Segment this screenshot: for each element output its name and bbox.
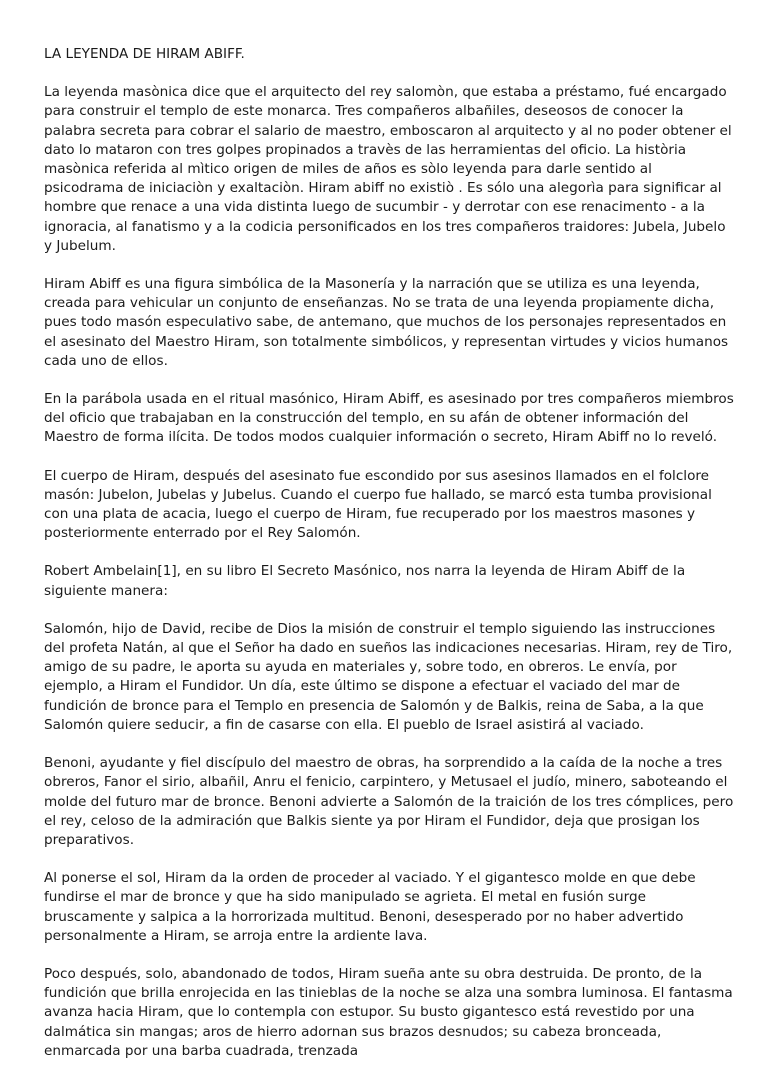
paragraph: En la parábola usada en el ritual masónico, Hiram Abiff, es asesinado por tres compañeros miembros del oficio que trabajaban en la construcción del templo, en su afán de obtener información del Maestro de forma ilícita. De todos modos cualquier información o secreto, Hiram Abiff no lo reveló. — [44, 391, 734, 446]
document-title: LA LEYENDA DE HIRAM ABIFF. — [44, 46, 245, 62]
paragraph: Hiram Abiff es una figura simbólica de la Masonería y la narración que se utiliza es una leyenda, creada para vehicular un conjunto de enseñanzas. No se trata de una leyenda propiamente dicha, pues todo masón especulativo sabe, de antemano, que muchos de los personajes representados en el asesinato del Maestro Hiram, son totalmente simbólicos, y representan virtudes y vicios humanos cada uno de ellos. — [44, 276, 729, 369]
paragraph: Robert Ambelain[1], en su libro El Secreto Masónico, nos narra la leyenda de Hiram Abiff de la siguiente manera: — [44, 563, 686, 599]
paragraph: Al ponerse el sol, Hiram da la orden de proceder al vaciado. Y el gigantesco molde en que debe fundirse el mar de bronce y que ha sido manipulado se agrieta. El metal en fusión surge bruscamente y salpica a la horrorizada multitud. Benoni, desesperado por no haber advertido personalmente a Hiram, se arroja entre la ardiente lava. — [44, 870, 696, 944]
paragraph: El cuerpo de Hiram, después del asesinato fue escondido por sus asesinos llamados en el folclore masón: Jubelon, Jubelas y Jubelus. Cuando el cuerpo fue hallado, se marcó esta tumba provisional con una plata de acacia, luego el cuerpo de Hiram, fue recuperado por los maestros masones y posteriormente enterrado por el Rey Salomón. — [44, 467, 712, 542]
paragraph: Benoni, ayudante y fiel discípulo del maestro de obras, ha sorprendido a la caída de la noche a tres obreros, Fanor el sirio, albañil, Anru el fenicio, carpintero, y Metusael el judío, minero, saboteando el molde del futuro mar de bronce. Benoni advierte a Salomón de la traición de los tres cómplices, pero el rey, celoso de la admiración que Balkis siente ya por Hiram el Fundidor, deja que prosigan los preparativos. — [44, 755, 734, 848]
paragraph: La leyenda masònica dice que el arquitecto del rey salomòn, que estaba a préstamo, fué encargado para construir el templo de este monarca. Tres compañeros albañiles, deseosos de conocer la palabra secreta para cobrar el salario de maestro, emboscaron al arquitecto y al no poder obtener el dato lo mataron con tres golpes propinados a travès de las herramientas del oficio. La història masònica referida al mìtico origen de miles de años es sòlo leyenda para darle sentido al psicodrama de iniciaciòn y exaltaciòn. Hiram abiff no existiò . Es sólo una alegorìa para significar al hombre que renace a una vida distinta luego de sucumbir - y derrotar con ese renacimento - a la ignoracia, al fanatismo y a la codicia personificados en los tres compañeros traidores: Jubela, Jubelo y Jubelum. — [44, 84, 732, 254]
paragraph: Poco después, solo, abandonado de todos, Hiram sueña ante su obra destruida. De pronto, de la fundición que brilla enrojecida en las tinieblas de la noche se alza una sombra luminosa. El fantasma avanza hacia Hiram, que lo contempla con estupor. Su busto gigantesco está revestido por una dalmática sin mangas; aros de hierro adornan sus brazos desnudos; su cabeza bronceada, enmarcada por una barba cuadrada, trenzada — [44, 965, 733, 1059]
document-page — [44, 45, 734, 1080]
paragraph: Salomón, hijo de David, recibe de Dios la misión de construir el templo siguiendo las instrucciones del profeta Natán, al que el Señor ha dado en sueños las indicaciones necesarias. Hiram, rey de Tiro, amigo de su padre, le aporta su ayuda en materiales y, sobre todo, en obreros. Le envía, por ejemplo, a Hiram el Fundidor. Un día, este último se dispone a efectuar el vaciado del mar de fundición de bronce para el Templo en presencia de Salomón y de Balkis, reina de Saba, a la que Salomón quiere seducir, a fin de casarse con ella. El pueblo de Israel asistirá al vaciado. — [44, 620, 733, 733]
